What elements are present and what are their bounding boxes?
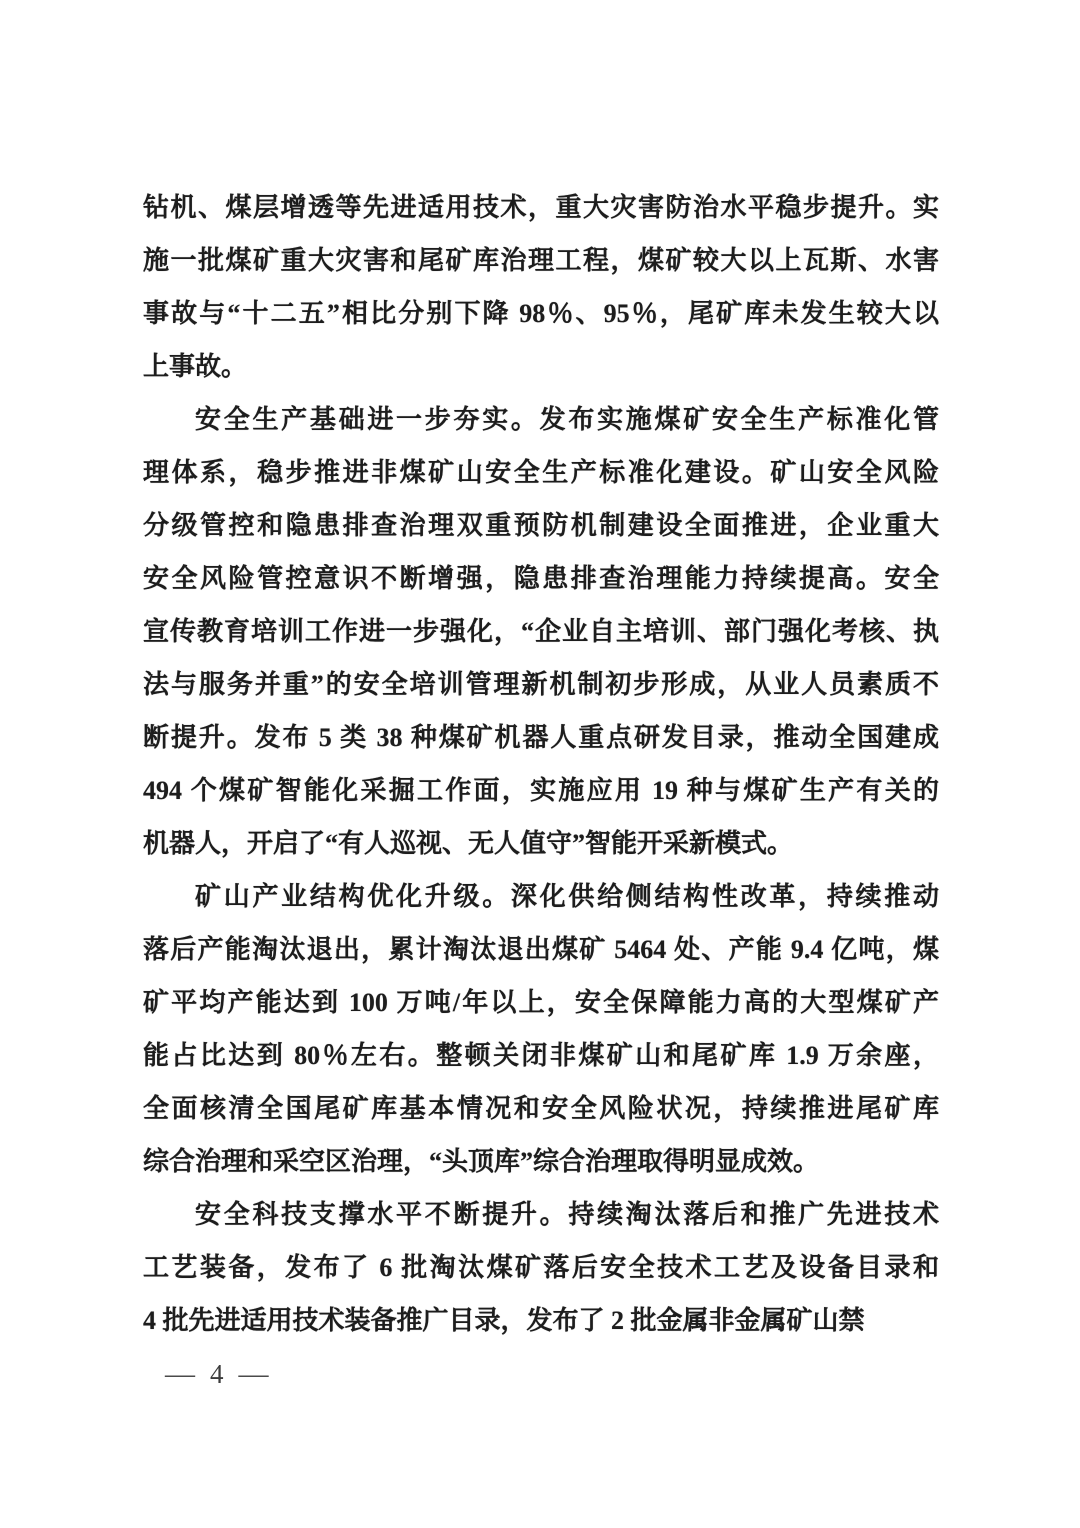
page-number: 4 [210,1359,224,1389]
page-footer [165,1357,269,1391]
text-line: 494 个煤矿智能化采掘工作面，实施应用 19 种与煤矿生产有关的 [143,776,939,805]
text-line: 事故与“十二五”相比分别下降 98％、95％，尾矿库未发生较大以 [143,299,939,328]
text-line: 分级管控和隐患排查治理双重预防机制建设全面推进，企业重大 [143,511,939,540]
text-line: 矿平均产能达到 100 万吨/年以上，安全保障能力高的大型煤矿产 [143,988,939,1017]
paragraph [143,1188,939,1347]
text-line: 施一批煤矿重大灾害和尾矿库治理工程，煤矿较大以上瓦斯、水害 [143,246,939,275]
text-line: 安全生产基础进一步夯实。发布实施煤矿安全生产标准化管 [195,405,939,434]
text-line: 安全科技支撑水平不断提升。持续淘汰落后和推广先进技术 [195,1200,939,1229]
footer-dash-right: — [238,1357,269,1390]
paragraph [143,181,939,393]
text-line: 安全风险管控意识不断增强，隐患排查治理能力持续提高。安全 [143,564,939,593]
footer-dash-left: — [165,1357,195,1390]
text-line: 钻机、煤层增透等先进适用技术，重大灾害防治水平稳步提升。实 [143,193,939,222]
text-line: 法与服务并重”的安全培训管理新机制初步形成，从业人员素质不 [143,670,939,699]
paragraph [143,393,939,870]
text-line: 机器人，开启了“有人巡视、无人值守”智能开采新模式。 [143,829,794,858]
text-line: 工艺装备，发布了 6 批淘汰煤矿落后安全技术工艺及设备目录和 [143,1253,939,1282]
paragraph [143,870,939,1188]
text-line: 4 批先进适用技术装备推广目录，发布了 2 批金属非金属矿山禁 [143,1306,865,1335]
text-line: 上事故。 [143,352,248,381]
text-line: 断提升。发布 5 类 38 种煤矿机器人重点研发目录，推动全国建成 [143,723,939,752]
text-line: 宣传教育培训工作进一步强化，“企业自主培训、部门强化考核、执 [143,617,939,646]
text-line: 综合治理和采空区治理，“头顶库”综合治理取得明显成效。 [143,1147,820,1176]
body-text [143,181,939,1347]
text-line: 理体系，稳步推进非煤矿山安全生产标准化建设。矿山安全风险 [143,458,939,487]
text-line: 落后产能淘汰退出，累计淘汰退出煤矿 5464 处、产能 9.4 亿吨，煤 [143,935,939,964]
text-line: 全面核清全国尾矿库基本情况和安全风险状况，持续推进尾矿库 [143,1094,939,1123]
text-line: 能占比达到 80％左右。整顿关闭非煤矿山和尾矿库 1.9 万余座， [143,1041,939,1070]
text-line: 矿山产业结构优化升级。深化供给侧结构性改革，持续推动 [195,882,939,911]
